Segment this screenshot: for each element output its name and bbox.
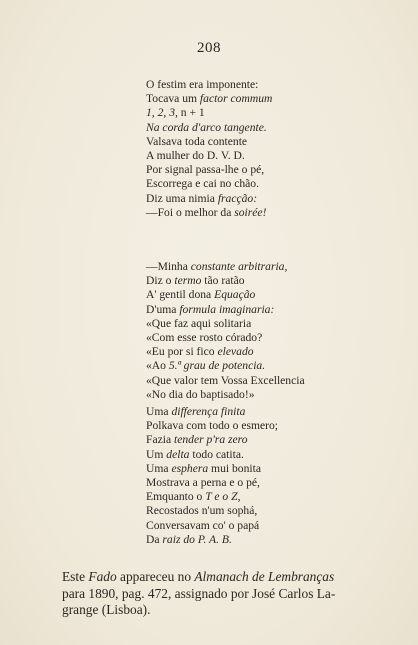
text: Emquanto o: [146, 490, 206, 504]
text: todo catita.: [189, 447, 244, 461]
text: «Eu por si fico: [146, 345, 218, 359]
verse-line: [146, 359, 305, 373]
text: appareceu no: [116, 569, 195, 584]
verse-line: [146, 149, 272, 163]
italic-text: delta: [166, 447, 190, 461]
verse-line: [146, 163, 272, 177]
footnote-line: [62, 602, 362, 619]
text: A mulher do D. V. D.: [146, 149, 245, 163]
verse-line: [146, 345, 305, 359]
verse-line: [146, 106, 272, 120]
verse-line: [146, 433, 278, 447]
text: Polkava com todo o esmero;: [146, 419, 279, 433]
text: Diz uma nimia: [146, 191, 218, 205]
verse-line: [146, 331, 305, 345]
verse-line: [146, 135, 272, 149]
verse-line: [146, 288, 305, 302]
verse-line: [146, 177, 272, 191]
text: «No dia do baptisado!»: [146, 387, 255, 401]
text: Uma: [146, 405, 172, 418]
verse-line: [146, 504, 278, 518]
italic-text: Fado: [88, 569, 117, 584]
text: «Que valor tem Vossa Excellencia: [146, 373, 305, 387]
text: Escorrega e cai no chão.: [146, 177, 259, 191]
footnote-line: [62, 569, 362, 586]
italic-text: Equação: [214, 288, 256, 302]
text: A' gentil dona: [146, 288, 215, 302]
italic-text: formula imaginaria:: [179, 302, 275, 316]
verse-line: [146, 317, 305, 331]
text: D'uma: [146, 302, 180, 316]
italic-text: Almanach de Lembranças: [194, 569, 335, 584]
text: —Minha: [146, 260, 191, 273]
text: mui bonita: [208, 461, 261, 475]
stanza-2: [146, 260, 305, 402]
text: Por signal passa-lhe o pé,: [146, 163, 265, 177]
italic-text: factor commum: [199, 92, 273, 106]
footnote-line: [62, 586, 362, 603]
text: «Com esse rosto córado?: [146, 331, 263, 345]
italic-text: constante arbitraria,: [190, 260, 288, 273]
verse-line: [146, 490, 278, 504]
stanza-1: [146, 78, 272, 220]
text: para 1890, pag. 472, assignado por José Carlos La-: [62, 585, 336, 601]
verse-line: [146, 206, 272, 220]
verse-line: [146, 419, 278, 433]
italic-text: differença finita: [171, 405, 246, 418]
text: grange (Lisboa).: [62, 602, 151, 617]
text: Fazia: [146, 433, 175, 447]
text: Este: [62, 569, 89, 584]
text: Diz o: [146, 274, 175, 288]
verse-line: [146, 92, 272, 106]
verse-line: [146, 274, 305, 288]
italic-text: tender p'ra zero: [174, 433, 248, 447]
verse-line: [146, 462, 278, 476]
text: Tocava um: [146, 92, 200, 106]
italic-text: Na corda d'arco tangente.: [146, 120, 267, 134]
text: tão ratão: [201, 274, 245, 288]
verse-line: [146, 192, 272, 206]
footnote-paragraph: [62, 569, 362, 619]
verse-line: [146, 388, 305, 402]
text: Conversavam co' o papá: [146, 518, 260, 532]
verse-line: [146, 121, 272, 135]
verse-line: [146, 448, 278, 462]
italic-text: T e o Z,: [205, 490, 241, 504]
verse-line: [146, 374, 305, 388]
italic-text: esphera: [171, 461, 209, 475]
text: Recostados n'um sophá,: [146, 504, 258, 518]
italic-text: elevado: [217, 345, 254, 359]
text: Mostrava a perna e o pé,: [146, 476, 260, 490]
page-number: 208: [197, 40, 221, 56]
stanza-3: [146, 405, 278, 547]
italic-text: 5.ª grau de potencia.: [168, 359, 266, 373]
text: n + 1: [177, 106, 205, 120]
italic-text: raiz do P. A. B.: [162, 532, 232, 546]
verse-line: [146, 78, 272, 92]
verse-line: [146, 260, 305, 274]
text: O festim era imponente:: [146, 78, 259, 91]
text: Uma: [146, 461, 172, 475]
italic-text: soirée!: [234, 205, 267, 219]
verse-line: [146, 519, 278, 533]
text: Valsava toda contente: [146, 134, 248, 148]
verse-line: [146, 405, 278, 419]
text: «Ao: [146, 359, 169, 373]
text: Um: [146, 447, 167, 461]
text: «Que faz aqui solitaria: [146, 316, 252, 330]
verse-line: [146, 476, 278, 490]
text: —Foi o melhor da: [146, 205, 235, 219]
italic-text: termo: [174, 274, 202, 288]
verse-line: [146, 303, 305, 317]
verse-line: [146, 533, 278, 547]
italic-text: fracção:: [217, 191, 258, 205]
text: Da: [146, 532, 163, 546]
italic-text: 1, 2, 3,: [146, 106, 178, 120]
